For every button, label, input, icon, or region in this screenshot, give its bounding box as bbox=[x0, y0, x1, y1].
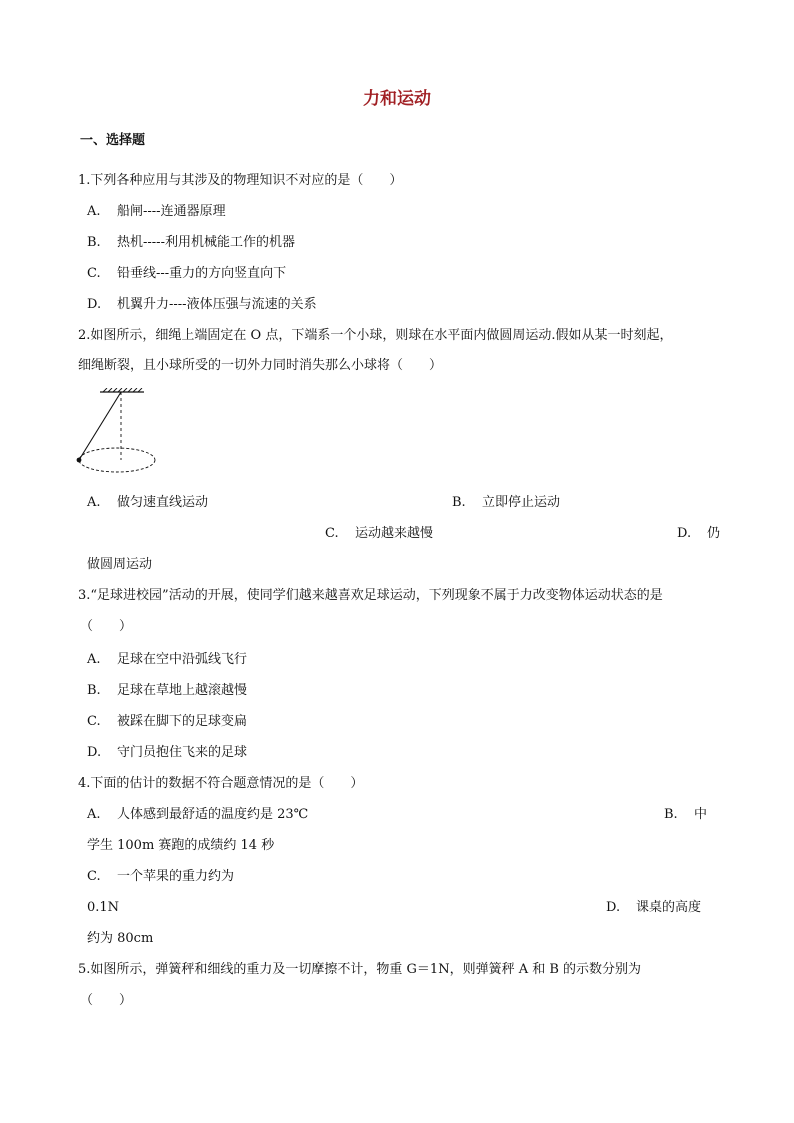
option-letter: B. bbox=[664, 807, 678, 822]
option-text: 运动越来越慢 bbox=[355, 526, 434, 541]
option-text: 仍 bbox=[707, 526, 721, 541]
option-letter: D. bbox=[87, 745, 102, 760]
question-3-option-a bbox=[87, 651, 247, 669]
option-letter: B. bbox=[452, 495, 466, 510]
option-letter: A. bbox=[87, 652, 101, 667]
option-letter: A. bbox=[87, 807, 101, 822]
option-text: 铅垂线---重力的方向竖直向下 bbox=[117, 266, 287, 281]
option-letter: A. bbox=[87, 204, 101, 219]
option-letter: D. bbox=[677, 526, 692, 541]
question-4-option-c-continued: 0.1N bbox=[87, 900, 120, 915]
option-letter: D. bbox=[87, 297, 102, 312]
option-text: 一个苹果的重力约为 bbox=[117, 869, 235, 884]
option-text: 立即停止运动 bbox=[482, 495, 561, 510]
section-heading: 一、选择题 bbox=[80, 133, 146, 148]
question-3-stem-line-2: （ ） bbox=[80, 619, 133, 634]
option-letter: B. bbox=[87, 235, 101, 250]
pendulum-figure bbox=[74, 388, 160, 480]
question-4-option-b bbox=[664, 806, 707, 824]
question-2-option-d-continued: 做圆周运动 bbox=[87, 557, 153, 572]
option-text: 足球在空中沿弧线飞行 bbox=[117, 652, 248, 667]
option-text: 被踩在脚下的足球变扁 bbox=[117, 714, 248, 729]
option-letter: B. bbox=[87, 683, 101, 698]
option-text: 做匀速直线运动 bbox=[117, 495, 209, 510]
question-1-option-c bbox=[87, 265, 286, 283]
page-title: 力和运动 bbox=[363, 89, 431, 109]
question-2-option-a bbox=[87, 494, 208, 512]
question-2-option-c bbox=[325, 525, 433, 543]
option-letter: C. bbox=[87, 714, 101, 729]
question-4-stem: 4.下面的估计的数据不符合题意情况的是（ ） bbox=[78, 776, 364, 791]
option-text: 船闸----连通器原理 bbox=[117, 204, 226, 219]
question-2-option-d bbox=[677, 525, 720, 543]
question-1-option-b bbox=[87, 234, 295, 252]
question-1-option-d bbox=[87, 296, 317, 314]
option-letter: C. bbox=[87, 869, 101, 884]
option-letter: D. bbox=[606, 900, 621, 915]
option-letter: A. bbox=[87, 495, 101, 510]
option-text: 人体感到最舒适的温度约是 23℃ bbox=[117, 807, 309, 822]
question-4-option-d bbox=[606, 899, 701, 917]
question-3-stem-line-1: 3.“足球进校园”活动的开展，使同学们越来越喜欢足球运动，下列现象不属于力改变物体运动状态的是 bbox=[78, 588, 663, 603]
question-4-option-a bbox=[87, 806, 308, 824]
question-3-option-c bbox=[87, 713, 247, 731]
option-text: 课桌的高度 bbox=[636, 900, 702, 915]
question-4-option-b-continued: 学生 100m 赛跑的成绩约 14 秒 bbox=[87, 838, 275, 853]
option-text: 守门员抱住飞来的足球 bbox=[117, 745, 248, 760]
question-2-stem-line-2: 细绳断裂，且小球所受的一切外力同时消失那么小球将（ ） bbox=[78, 358, 443, 373]
question-3-option-b bbox=[87, 682, 247, 700]
option-letter: C. bbox=[87, 266, 101, 281]
question-5-stem-line-1: 5.如图所示，弹簧秤和细线的重力及一切摩擦不计，物重 G＝1N，则弹簧秤 A 和 B 的示数分别为 bbox=[78, 962, 642, 977]
option-text: 机翼升力----液体压强与流速的关系 bbox=[117, 297, 317, 312]
question-2-stem-line-1: 2.如图所示，细绳上端固定在 O 点，下端系一个小球，则球在水平面内做圆周运动.假如从某一时刻起， bbox=[78, 328, 673, 343]
option-text: 中 bbox=[694, 807, 708, 822]
question-3-option-d bbox=[87, 744, 247, 762]
option-text: 足球在草地上越滚越慢 bbox=[117, 683, 248, 698]
question-4-option-d-continued: 约为 80cm bbox=[87, 931, 154, 946]
option-letter: C. bbox=[325, 526, 339, 541]
question-1-option-a bbox=[87, 203, 226, 221]
question-4-option-c bbox=[87, 868, 234, 886]
question-2-option-b bbox=[452, 494, 560, 512]
option-text: 热机-----利用机械能工作的机器 bbox=[117, 235, 295, 250]
question-1-stem: 1.下列各种应用与其涉及的物理知识不对应的是（ ） bbox=[78, 173, 403, 188]
question-5-stem-line-2: （ ） bbox=[80, 993, 133, 1008]
